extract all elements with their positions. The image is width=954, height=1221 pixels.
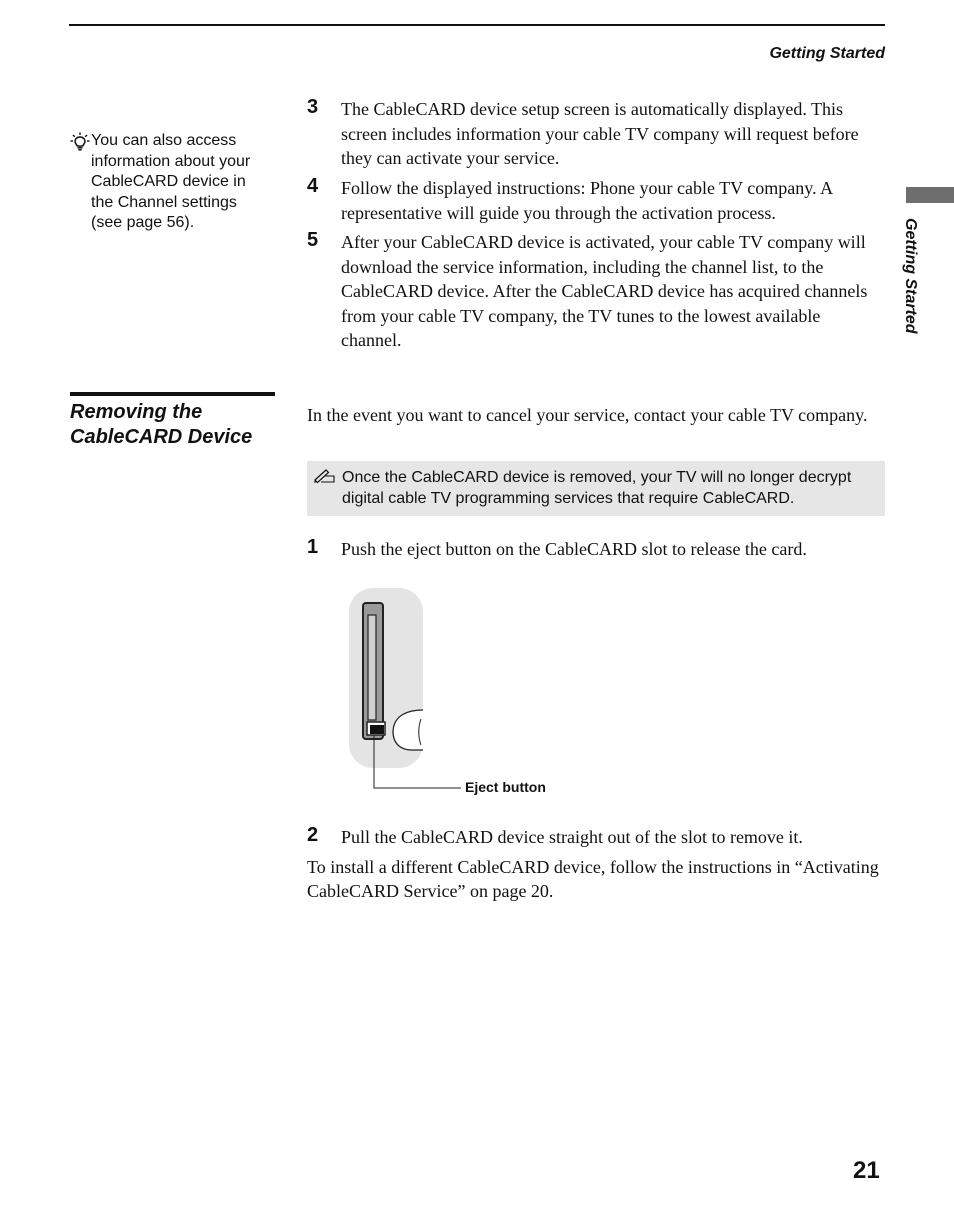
pencil-note-icon	[313, 467, 335, 483]
step-text: After your CableCARD device is activated, your cable TV company will download the service information, including the channel list, to the CableCARD device. After the CableCARD device has acquired channels from your cable TV company, the TV tunes to the lowest available channel.	[341, 232, 868, 351]
header-rule	[69, 24, 885, 26]
eject-button-callout: Eject button	[465, 779, 546, 795]
step-number: 2	[307, 824, 319, 846]
cablecard-slot-illustration	[340, 585, 580, 800]
step-text: Follow the displayed instructions: Phone your cable TV company. A representative will guide you through the activation process.	[341, 178, 833, 223]
section-title: Removing the CableCARD Device	[70, 401, 253, 448]
note-box	[307, 461, 885, 516]
removal-step-1	[307, 537, 885, 562]
tip-text: You can also access information about your CableCARD device in the Channel settings (see page 56).	[91, 132, 251, 232]
eject-button-face	[370, 725, 384, 734]
running-header: Getting Started	[769, 45, 885, 62]
step-number: 5	[307, 229, 319, 251]
step-text: The CableCARD device setup screen is automatically displayed. This screen includes information your cable TV company will request before they can activate your service.	[341, 99, 859, 169]
removal-step-2	[307, 825, 885, 850]
step-5	[307, 230, 885, 353]
step-4	[307, 176, 885, 225]
step-number: 1	[307, 536, 319, 558]
step-number: 3	[307, 96, 319, 118]
side-tab-label: Getting Started	[902, 218, 919, 334]
lightbulb-icon	[70, 132, 90, 152]
page-number: 21	[853, 1157, 880, 1184]
step-text: Pull the CableCARD device straight out of the slot to remove it.	[341, 827, 803, 847]
closing-paragraph: To install a different CableCARD device, follow the instructions in “Activating CableCARD Service” on page 20.	[307, 857, 879, 901]
step-3	[307, 97, 885, 171]
side-thumb-tab	[906, 187, 954, 203]
tip-box	[70, 131, 270, 234]
section-rule	[70, 392, 275, 396]
step-number: 4	[307, 175, 319, 197]
intro-paragraph: In the event you want to cancel your service, contact your cable TV company.	[307, 405, 868, 425]
card-edge	[368, 615, 376, 720]
note-text: Once the CableCARD device is removed, your TV will no longer decrypt digital cable TV programming services that require CableCARD.	[342, 469, 852, 507]
step-text: Push the eject button on the CableCARD slot to release the card.	[341, 539, 807, 559]
